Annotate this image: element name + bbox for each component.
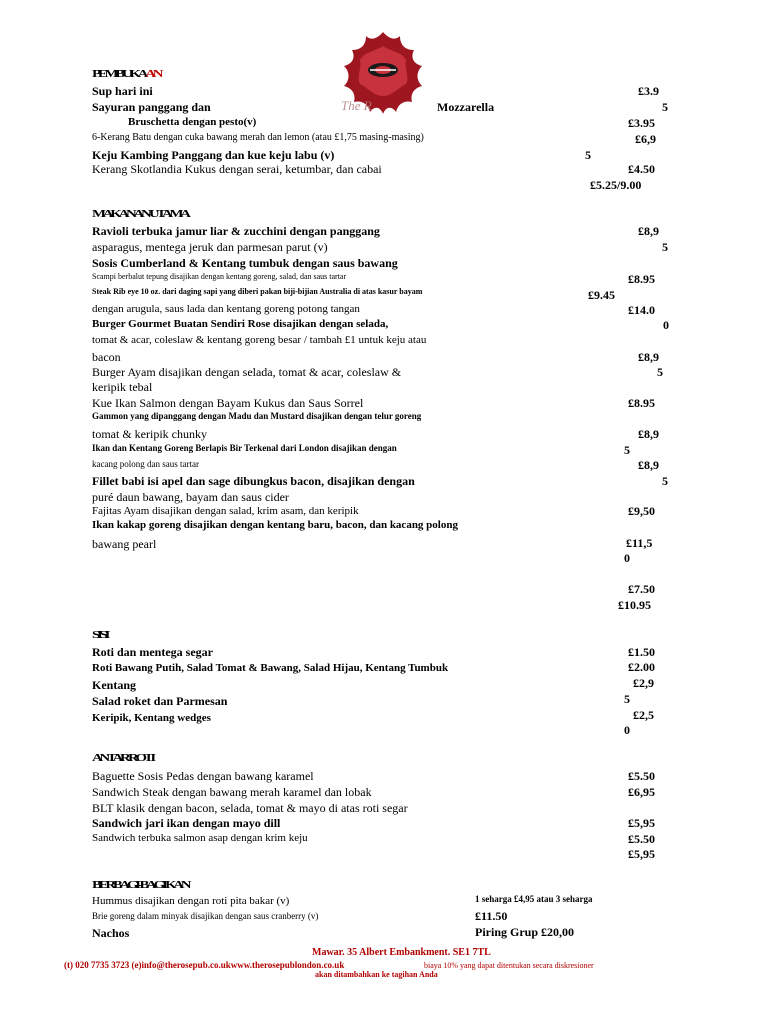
menu-item-name: Fillet babi isi apel dan sage dibungkus bacon, disajikan dengan <box>92 474 415 488</box>
menu-item-price: £14.0 <box>628 303 655 317</box>
menu-item-name: Kerang Skotlandia Kukus dengan serai, ketumbar, dan cabai <box>92 162 382 176</box>
menu-item-name: Bruschetta dengan pesto(v) <box>128 116 257 128</box>
menu-item-name: Scampi berbalut tepung disajikan dengan kentang goreng, salad, dan saus tartar <box>92 272 347 281</box>
menu-item-price: £4.50 <box>628 162 655 176</box>
section-starters-title-end: AN <box>145 68 161 80</box>
menu-item-price: £5,95 <box>628 847 655 861</box>
menu-item-name: BLT klasik dengan bacon, selada, tomat & mayo di atas roti segar <box>92 801 408 815</box>
menu-item-price: £2,9 <box>633 676 654 690</box>
menu-item-desc: kacang polong dan saus tartar <box>92 459 199 469</box>
section-mains-title: MAKANAN UTAMA <box>92 208 188 220</box>
menu-item-name: Nachos <box>92 926 130 940</box>
menu-item-name: Steak Rib eye 10 oz. dari daging sapi yang diberi pakan biji-bijian Australia di atas kasur bayam <box>92 287 423 296</box>
menu-item-price: £5,95 <box>628 816 655 830</box>
footer-contact[interactable]: (t) 020 7735 3723 (e)info@therosepub.co.ukwww.therosepublondon.co.uk <box>64 960 345 970</box>
menu-item-price: £3.9 <box>638 84 659 98</box>
section-sides-title: SISI <box>92 629 108 641</box>
menu-item-name: Fajitas Ayam disajikan dengan salad, krim asam, dan keripik <box>92 505 359 517</box>
menu-item-name: Baguette Sosis Pedas dengan bawang karamel <box>92 769 314 783</box>
section-sandwiches-title: ANTAR ROTI <box>92 752 153 764</box>
menu-item-price: £8,9 <box>638 427 659 441</box>
menu-item-name: Sup hari ini <box>92 84 153 98</box>
footer-service-note-2: akan ditambahkan ke tagihan Anda <box>315 970 438 979</box>
menu-item-name: Roti dan mentega segar <box>92 645 213 659</box>
menu-item-name: Salad roket dan Parmesan <box>92 694 228 708</box>
menu-item-price: £9,50 <box>628 504 655 518</box>
menu-item-price: 5 <box>585 148 591 162</box>
menu-item-price: £10.95 <box>618 598 651 612</box>
menu-item-price: £8,9 <box>638 224 659 238</box>
menu-item-price: £8,9 <box>638 350 659 364</box>
menu-item-desc: keripik tebal <box>92 380 153 394</box>
menu-item-desc: tomat & acar, coleslaw & kentang goreng besar / tambah £1 untuk keju atau <box>92 334 427 346</box>
menu-item-price-note: 1 seharga £4,95 atau 3 seharga <box>475 894 593 904</box>
logo-text: The R <box>341 98 372 113</box>
section-starters-title-main: PEMBUKA <box>92 68 146 80</box>
menu-item-desc: asparagus, mentega jeruk dan parmesan parut (v) <box>92 240 328 254</box>
menu-item-price: £11.50 <box>475 909 508 923</box>
menu-item-name: Gammon yang dipanggang dengan Madu dan Mustard disajikan dengan telur goreng <box>92 411 422 421</box>
menu-item-name: Ikan kakap goreng disajikan dengan kentang baru, bacon, dan kacang polong <box>92 519 458 531</box>
menu-item-name: Keju Kambing Panggang dan kue keju labu (v) <box>92 148 335 162</box>
menu-item-name: Sandwich Steak dengan bawang merah karamel dan lobak <box>92 785 372 799</box>
menu-item-price: 0 <box>663 318 669 332</box>
menu-item-name: Sandwich jari ikan dengan mayo dill <box>92 816 281 830</box>
menu-item-name: Hummus disajikan dengan roti pita bakar (v) <box>92 895 290 907</box>
menu-item-name: Sayuran panggang dan <box>92 100 211 114</box>
section-sharing-title: BERBAGI-BAGI KAN <box>92 879 189 891</box>
menu-item-price: £11,5 <box>626 536 653 550</box>
menu-item-price: 5 <box>657 365 663 379</box>
menu-item-price: 5 <box>662 474 668 488</box>
menu-item-desc: tomat & keripik chunky <box>92 427 207 441</box>
menu-item-name: Kue Ikan Salmon dengan Bayam Kukus dan Saus Sorrel <box>92 396 364 410</box>
menu-item-desc: dengan arugula, saus lada dan kentang goreng potong tangan <box>92 303 360 315</box>
menu-item-name: Ikan dan Kentang Goreng Berlapis Bir Terkenal dari London disajikan dengan <box>92 443 397 453</box>
menu-item-name: Burger Gourmet Buatan Sendiri Rose disajikan dengan selada, <box>92 318 389 330</box>
menu-item-price: £8.95 <box>628 396 655 410</box>
menu-item-price: £5.50 <box>628 832 655 846</box>
menu-item-price: 0 <box>624 551 630 565</box>
menu-item-price: 5 <box>662 240 668 254</box>
menu-item-name: Roti Bawang Putih, Salad Tomat & Bawang, Salad Hijau, Kentang Tumbuk <box>92 662 449 674</box>
menu-item-price: £2,5 <box>633 708 654 722</box>
menu-item-price: £8,9 <box>638 458 659 472</box>
menu-item-desc: puré daun bawang, bayam dan saus cider <box>92 490 289 504</box>
menu-item-desc: bacon <box>92 350 121 364</box>
menu-item-name: Burger Ayam disajikan dengan selada, tomat & acar, coleslaw & <box>92 365 402 379</box>
menu-item-price: £9.45 <box>588 288 615 302</box>
menu-item-name: Sandwich terbuka salmon asap dengan krim keju <box>92 832 308 844</box>
menu-item-price: 5 <box>624 692 630 706</box>
menu-item-price: £6,9 <box>635 132 656 146</box>
menu-item-price: £2.00 <box>628 660 655 674</box>
menu-item-price: £8.95 <box>628 272 655 286</box>
menu-item-price: £5.25/9.00 <box>590 178 642 192</box>
menu-item-price: 5 <box>624 443 630 457</box>
footer-service-note: biaya 10% yang dapat ditentukan secara diskresioner <box>424 961 594 970</box>
menu-item-price: £5.50 <box>628 769 655 783</box>
menu-item-name: Keripik, Kentang wedges <box>92 712 211 724</box>
menu-item-name: Sosis Cumberland & Kentang tumbuk dengan saus bawang <box>92 256 398 270</box>
menu-item-name: Brie goreng dalam minyak disajikan dengan saus cranberry (v) <box>92 911 319 921</box>
menu-item-desc: bawang pearl <box>92 537 157 551</box>
menu-item-name: Kentang <box>92 678 137 692</box>
section-starters-title <box>92 68 160 80</box>
menu-item-price: 0 <box>624 723 630 737</box>
footer-address: Mawar. 35 Albert Embankment. SE1 7TL <box>312 947 491 958</box>
menu-item-price: £3.95 <box>628 116 655 130</box>
menu-item-price: Piring Grup £20,00 <box>475 925 575 939</box>
menu-item-price: 5 <box>662 100 668 114</box>
menu-item-name: 6-Kerang Batu dengan cuka bawang merah dan lemon (atau £1,75 masing-masing) <box>92 132 424 143</box>
menu-item-name: Mozzarella <box>437 100 495 114</box>
menu-item-price: £1.50 <box>628 645 655 659</box>
menu-item-price: £6,95 <box>628 785 655 799</box>
menu-item-name: Ravioli terbuka jamur liar & zucchini dengan panggang <box>92 224 380 238</box>
menu-item-price: £7.50 <box>628 582 655 596</box>
